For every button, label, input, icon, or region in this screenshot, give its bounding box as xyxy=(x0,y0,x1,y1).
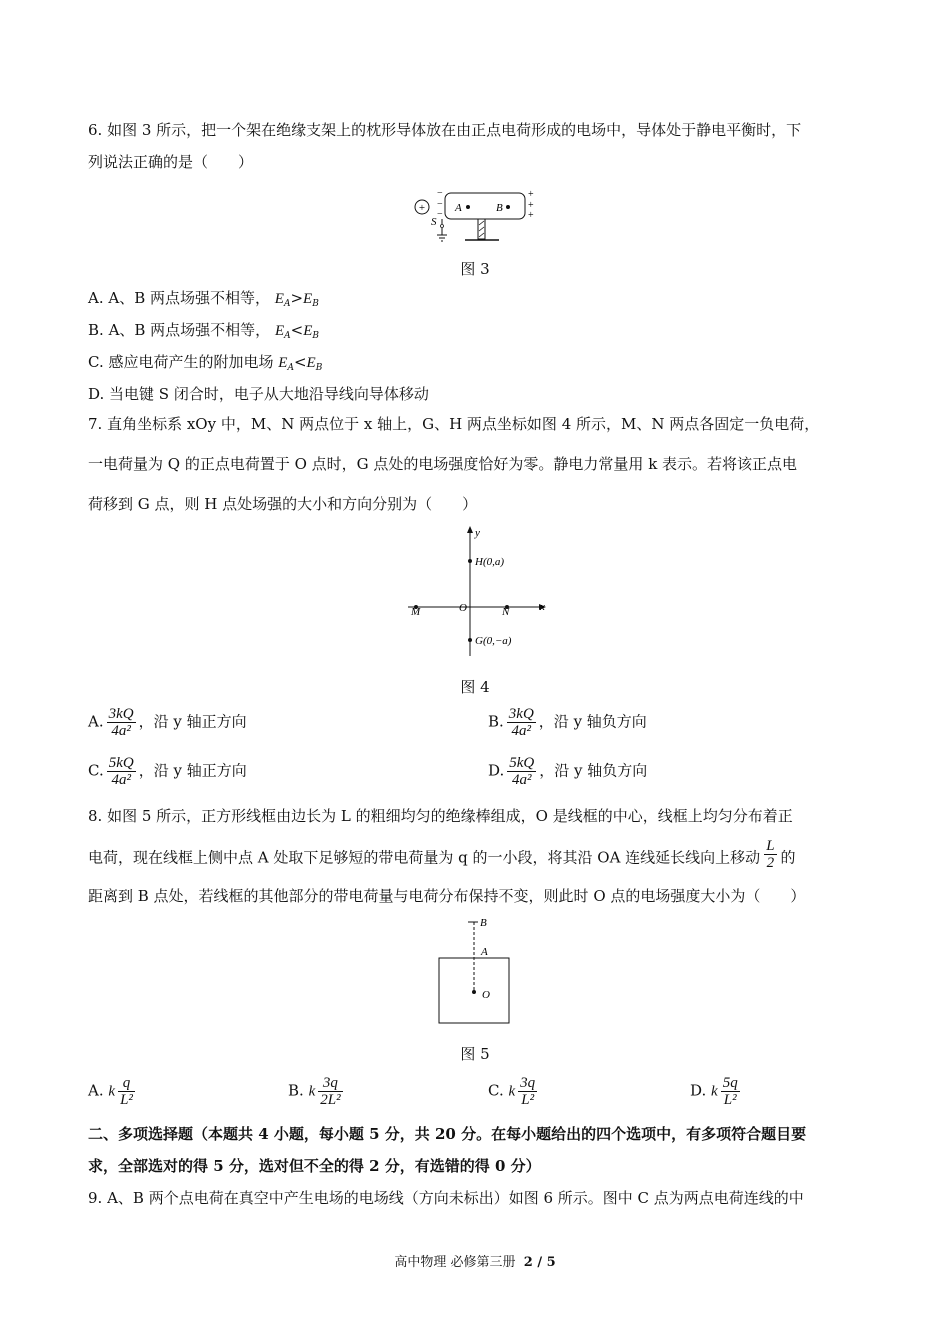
fig4-y-label: y xyxy=(475,527,480,539)
fig4-x-label: x xyxy=(540,601,545,613)
fig3-switch-label: S xyxy=(431,216,437,228)
q7-stem-line3: 荷移到 G 点，则 H 点处场强的大小和方向分别为（ ） xyxy=(88,495,478,513)
fig4-m-label: M xyxy=(411,606,421,618)
fig4-h-label: H(0,a) xyxy=(475,556,505,568)
fig3-point-charge-sign: + xyxy=(418,202,426,214)
figure-5-square-frame xyxy=(430,914,520,1029)
q8-stem-line1: 8. 如图 5 所示，正方形线框由边长为 L 的粗细均匀的绝缘棒组成，O 是线框的中心，线框上均匀分布着正 xyxy=(88,807,793,825)
q7-option-c-fraction: $\frac{5kQ}{\text{4a²}}$ xyxy=(108,755,134,788)
figure-3-pillow-conductor xyxy=(405,183,555,245)
q8-option-c: C. k $\frac{3q}{\text{L²}}$ xyxy=(488,1075,536,1108)
q8-stem-line3: 距离到 B 点处，若线框的其他部分的带电荷量与电荷分布保持不变，则此时 O 点的电场强度大小为（ ） xyxy=(88,887,806,905)
q8-stem-line2: 电荷，现在线框上侧中点 A 处取下足够短的带电荷量为 q 的一小段，将其沿 OA 连线延长线向上移动 $\frac{L}{2}$ 的 xyxy=(88,838,796,871)
fig4-n-label: N xyxy=(502,606,510,618)
fig3-label-a: A xyxy=(455,202,462,214)
q7-option-b: B. $\frac{3kQ}{\text{4a²}}$ ，沿 y 轴负方向 xyxy=(488,706,647,739)
q7-option-c: C. $\frac{5kQ}{\text{4a²}}$ ，沿 y 轴正方向 xyxy=(88,755,247,788)
q7-option-a: A. $\frac{3kQ}{\text{4a²}}$ ，沿 y 轴正方向 xyxy=(88,706,247,739)
q6-option-a: A. A、B 两点场强不相等， $E_A>E_B$ xyxy=(88,289,319,309)
fig5-b-label: B xyxy=(480,917,487,929)
q8-option-a: A. k $\frac{q}{\text{L²}}$ xyxy=(88,1075,133,1108)
q8-option-d: D. k $\frac{5q}{\text{L²}}$ xyxy=(690,1075,738,1108)
section2-heading-line1: 二、多项选择题（本题共 4 小题，每小题 5 分，共 20 分。在每小题给出的四个选项中，有多项符合题目要 xyxy=(88,1125,807,1143)
q8-option-b-fraction: $\frac{3q}{\text{2L²}}$ xyxy=(320,1075,341,1108)
q6-stem-line1: 6. 如图 3 所示，把一个架在绝缘支架上的枕形导体放在由正点电荷形成的电场中，导体处于静电平衡时，下 xyxy=(88,121,802,139)
fig3-minus-2: − xyxy=(437,199,443,210)
fig3-plus-3: + xyxy=(528,210,534,221)
fig4-g-label: G(0,−a) xyxy=(475,635,512,647)
q7-stem-line1: 7. 直角坐标系 xOy 中，M、N 两点位于 x 轴上，G、H 两点坐标如图 4 所示，M、N 两点各固定一负电荷， xyxy=(88,415,820,433)
q6-option-d: D. 当电键 S 闭合时，电子从大地沿导线向导体移动 xyxy=(88,385,429,403)
fig4-o-label: O xyxy=(459,602,467,614)
q7-option-d: D. $\frac{5kQ}{\text{4a²}}$ ，沿 y 轴负方向 xyxy=(488,755,648,788)
q7-option-a-fraction: $\frac{3kQ}{\text{4a²}}$ xyxy=(108,706,134,739)
fig3-minus-1: − xyxy=(437,188,443,199)
fig5-a-label: A xyxy=(481,946,488,958)
q8-option-a-fraction: $\frac{q}{\text{L²}}$ xyxy=(120,1075,133,1108)
page-footer xyxy=(0,1251,950,1270)
fig3-plus-2: + xyxy=(528,200,534,211)
section2-heading-line2: 求，全部选对的得 5 分，选对但不全的得 2 分，有选错的得 0 分） xyxy=(88,1157,541,1175)
figure-4-coordinate-system xyxy=(400,522,560,662)
q6-stem-line2: 列说法正确的是（ ） xyxy=(88,153,254,171)
figure-4-caption: 图 4 xyxy=(460,678,490,696)
q7-option-b-fraction: $\frac{3kQ}{\text{4a²}}$ xyxy=(508,706,534,739)
q9-stem-line1: 9. A、B 两个点电荷在真空中产生电场的电场线（方向未标出）如图 6 所示。图中 C 点为两点电荷连线的中 xyxy=(88,1189,804,1207)
q8-stem-fraction: $\frac{L}{2}$ xyxy=(766,838,775,871)
q7-stem-line2: 一电荷量为 Q 的正点电荷置于 O 点时，G 点处的电场强度恰好为零。静电力常量用 k 表示。若将该正点电 xyxy=(88,455,798,473)
q8-option-b: B. k $\frac{3q}{\text{2L²}}$ xyxy=(288,1075,341,1108)
q6-option-c: C. 感应电荷产生的附加电场 $E_A<E_B$ xyxy=(88,353,323,373)
q8-option-d-fraction: $\frac{5q}{\text{L²}}$ xyxy=(722,1075,738,1108)
footer-page-number: 2 / 5 xyxy=(523,1255,556,1270)
figure-3-caption: 图 3 xyxy=(460,260,490,278)
figure-5-caption: 图 5 xyxy=(460,1045,490,1063)
footer-title: 高中物理 必修第三册 xyxy=(394,1255,516,1270)
fig5-o-label: O xyxy=(482,989,490,1001)
fig3-label-b: B xyxy=(496,202,503,214)
fig3-plus-1: + xyxy=(528,189,534,200)
q8-option-c-fraction: $\frac{3q}{\text{L²}}$ xyxy=(520,1075,536,1108)
q7-option-d-fraction: $\frac{5kQ}{\text{4a²}}$ xyxy=(509,755,535,788)
fig3-minus-3: − xyxy=(437,209,443,220)
q6-option-b: B. A、B 两点场强不相等， $E_A<E_B$ xyxy=(88,321,320,341)
